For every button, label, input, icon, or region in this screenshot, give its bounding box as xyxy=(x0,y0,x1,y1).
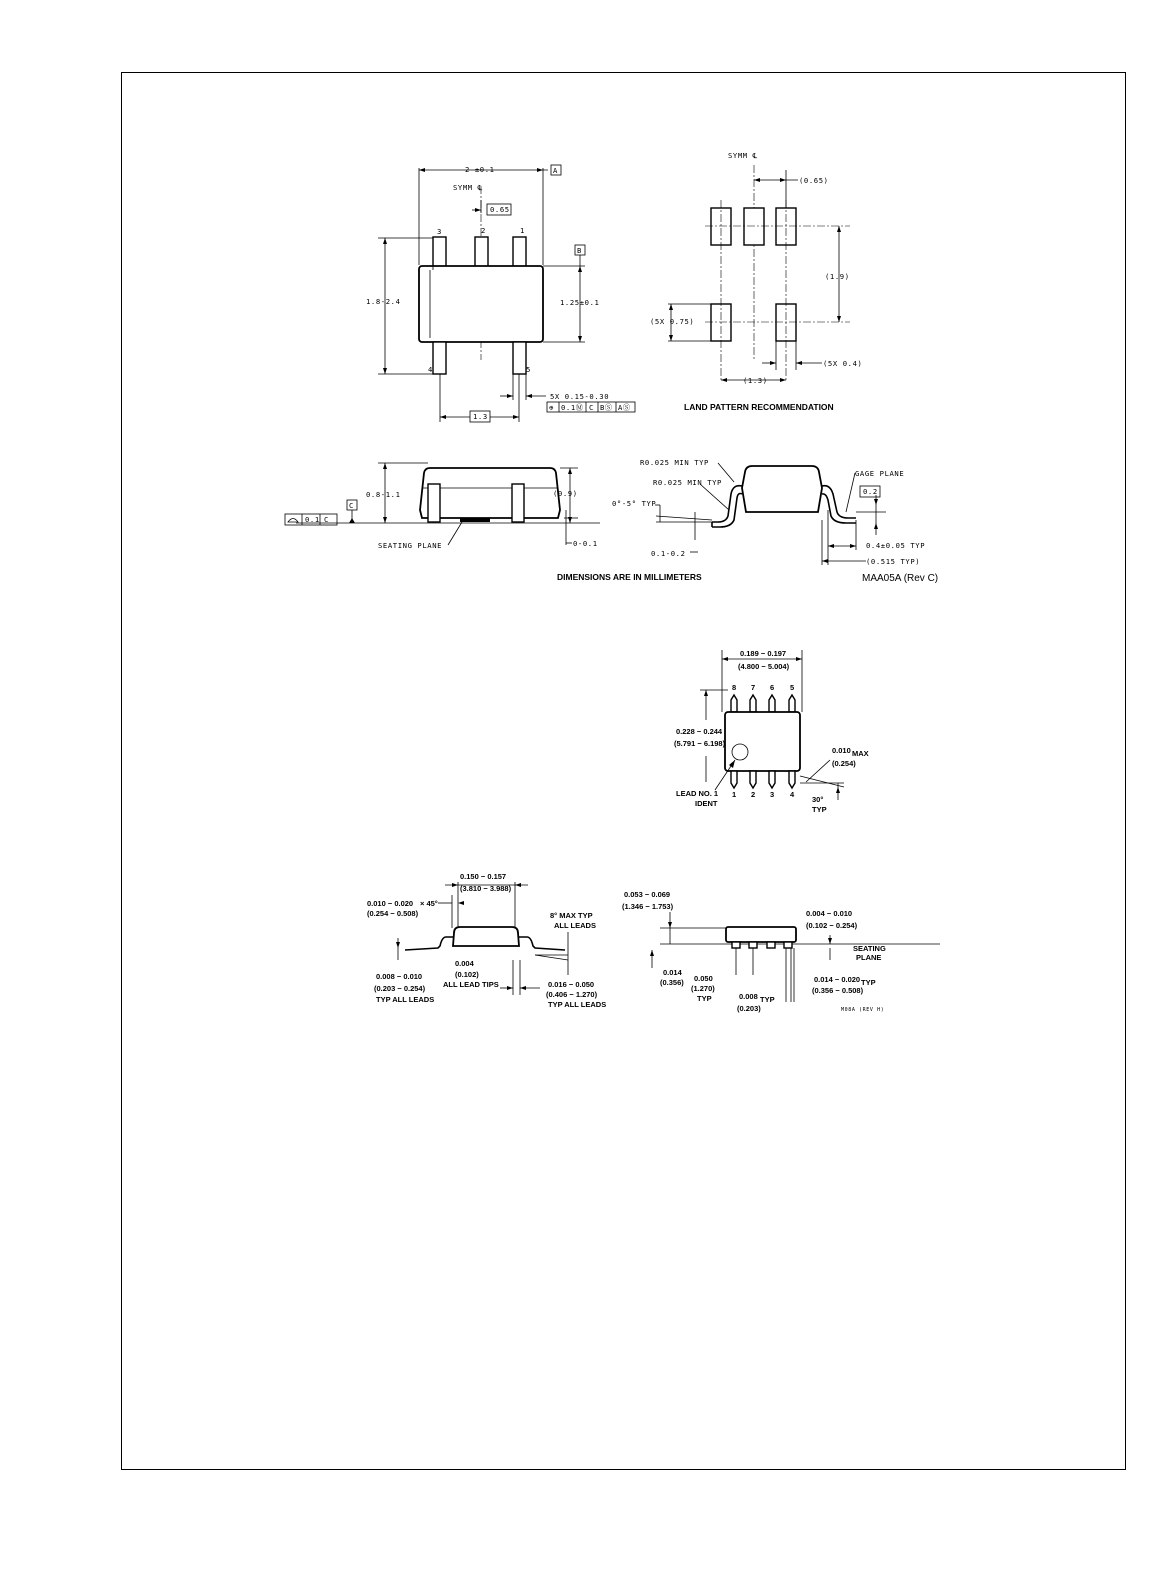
units-note: DIMENSIONS ARE IN MILLIMETERS xyxy=(557,572,702,582)
so8-pin-3: 3 xyxy=(770,790,775,799)
sc70-top-view xyxy=(366,165,635,422)
sc70-side-view xyxy=(285,463,600,550)
tip-mm: (0.102) xyxy=(455,970,479,979)
lead-thickness: 0.1-0.2 xyxy=(651,549,686,558)
th-note: TYP ALL LEADS xyxy=(376,995,435,1004)
land-pattern-caption: LAND PATTERN RECOMMENDATION xyxy=(684,402,834,412)
land-pattern xyxy=(650,151,862,412)
ident: IDENT xyxy=(695,799,718,808)
tip-in: 0.004 xyxy=(455,959,474,968)
foot-length: 0.4±0.05 TYP xyxy=(866,541,926,550)
foot-mm: (0.406 − 1.270) xyxy=(546,990,598,999)
foot-in: 0.016 − 0.050 xyxy=(548,980,595,989)
lead-no-1: LEAD NO. 1 xyxy=(676,789,719,798)
max-mm: (0.254) xyxy=(832,759,856,768)
r-upper: R0.025 MIN TYP xyxy=(640,458,709,467)
lh-mm: (0.356) xyxy=(660,978,684,987)
symm-label: SYMM ℄ xyxy=(453,183,483,192)
max-typ: 8° MAX TYP xyxy=(550,911,593,920)
seating-plane: SEATING PLANE xyxy=(378,541,443,550)
t-in: 0.008 xyxy=(739,992,758,1001)
pin-5: 5 xyxy=(526,365,531,374)
land-row-spacing: (1.9) xyxy=(825,272,850,281)
so-in: 0.004 − 0.010 xyxy=(806,909,853,918)
side-height: 0.8-1.1 xyxy=(366,490,401,499)
so8-pin-8: 8 xyxy=(732,683,737,692)
sc70-lead-detail xyxy=(612,458,925,566)
so8-rev: M08A (REV H) xyxy=(841,1007,885,1013)
tip-note: ALL LEAD TIPS xyxy=(443,980,499,989)
lw-mm: (0.356 − 0.508) xyxy=(812,986,864,995)
plane: PLANE xyxy=(856,953,882,962)
tol-datum-c: C xyxy=(589,403,594,412)
t-mm: (0.203) xyxy=(737,1004,761,1013)
pin-4: 4 xyxy=(428,365,433,374)
land-pad-length: (5X 0.75) xyxy=(650,317,695,326)
pin-1: 1 xyxy=(520,226,525,235)
so8-width-in: 0.228 − 0.244 xyxy=(676,727,723,736)
lead-angle: 0°-5° TYP xyxy=(612,499,657,508)
flatness-value: 0.1 xyxy=(305,515,320,524)
pin-2: 2 xyxy=(481,226,486,235)
pin-3: 3 xyxy=(437,227,442,236)
body-width-dim: 1.25±0.1 xyxy=(560,298,600,307)
so8-pin-2: 2 xyxy=(751,790,756,799)
so8-pin-6: 6 xyxy=(770,683,775,692)
so8-top-view xyxy=(674,649,869,814)
foot-note: TYP ALL LEADS xyxy=(548,1000,607,1009)
lead-width-dim: 5X 0.15-0.30 xyxy=(550,392,610,401)
so8-length-mm: (4.800 − 5.004) xyxy=(738,662,790,671)
so8-angle: 30° xyxy=(812,795,824,804)
lead-spacing-dim: 1.3 xyxy=(473,412,488,421)
width-dim: 2 ±0.1 xyxy=(465,165,495,174)
so-mm: (0.102 − 0.254) xyxy=(806,921,858,930)
so8-width-mm: (5.791 − 6.198) xyxy=(674,739,726,748)
tol-datum-a: AⓈ xyxy=(618,403,631,412)
pitch-in: 0.050 xyxy=(694,974,713,983)
body-mm: (3.810 − 3.988) xyxy=(460,884,512,893)
span-dim: 1.8-2.4 xyxy=(366,297,401,306)
so8-length-in: 0.189 − 0.197 xyxy=(740,649,787,658)
so8-pin-5: 5 xyxy=(790,683,795,692)
r-lower: R0.025 MIN TYP xyxy=(653,478,722,487)
gage-plane: GAGE PLANE xyxy=(855,469,905,478)
tol-symbol: ⊕ xyxy=(549,403,554,412)
pitch-typ: TYP xyxy=(697,994,712,1003)
tol-datum-b: BⓈ xyxy=(600,403,613,412)
t-typ: TYP xyxy=(760,995,775,1004)
chamfer-x: × 45° xyxy=(420,899,438,908)
so8-angle-typ: TYP xyxy=(812,805,827,814)
h-mm: (1.346 − 1.753) xyxy=(622,902,674,911)
so8-end-view xyxy=(367,872,606,1009)
foot-length-ref: (0.515 TYP) xyxy=(866,557,921,566)
land-pad-width: (5X 0.4) xyxy=(823,359,863,368)
chamfer-in: 0.010 − 0.020 xyxy=(367,899,414,908)
so8-pin-4: 4 xyxy=(790,790,795,799)
th-mm: (0.203 − 0.254) xyxy=(374,984,426,993)
tol-value: 0.1Ⓜ xyxy=(561,403,584,412)
drawing-id: MAA05A (Rev C) xyxy=(862,573,939,584)
so8-pin-1: 1 xyxy=(732,790,737,799)
land-col-spacing: (1.3) xyxy=(743,376,768,385)
h-in: 0.053 − 0.069 xyxy=(624,890,671,899)
side-height-ref: (0.9) xyxy=(553,489,578,498)
gage-value: 0.2 xyxy=(863,487,878,496)
max-in: 0.010 xyxy=(832,746,851,755)
lw-typ: TYP xyxy=(861,978,876,987)
land-pitch: (0.65) xyxy=(799,176,829,185)
seating: SEATING xyxy=(853,944,886,953)
datum-a: A xyxy=(553,166,558,175)
lh-in: 0.014 xyxy=(663,968,682,977)
so8-pin-7: 7 xyxy=(751,683,756,692)
pitch-mm: (1.270) xyxy=(691,984,715,993)
pitch-box: 0.65 xyxy=(490,205,510,214)
lw-in: 0.014 − 0.020 xyxy=(814,975,861,984)
side-standoff: 0-0.1 xyxy=(573,539,598,548)
max-label: MAX xyxy=(852,749,869,758)
chamfer-mm: (0.254 − 0.508) xyxy=(367,909,419,918)
flatness-datum: C xyxy=(324,515,329,524)
datum-b: B xyxy=(577,246,582,255)
datum-c: C xyxy=(349,501,354,510)
all-leads: ALL LEADS xyxy=(554,921,596,930)
so8-side-view xyxy=(622,890,940,1013)
land-symm: SYMM ℄ xyxy=(728,151,758,160)
body-in: 0.150 − 0.157 xyxy=(460,872,507,881)
th-in: 0.008 − 0.010 xyxy=(376,972,423,981)
